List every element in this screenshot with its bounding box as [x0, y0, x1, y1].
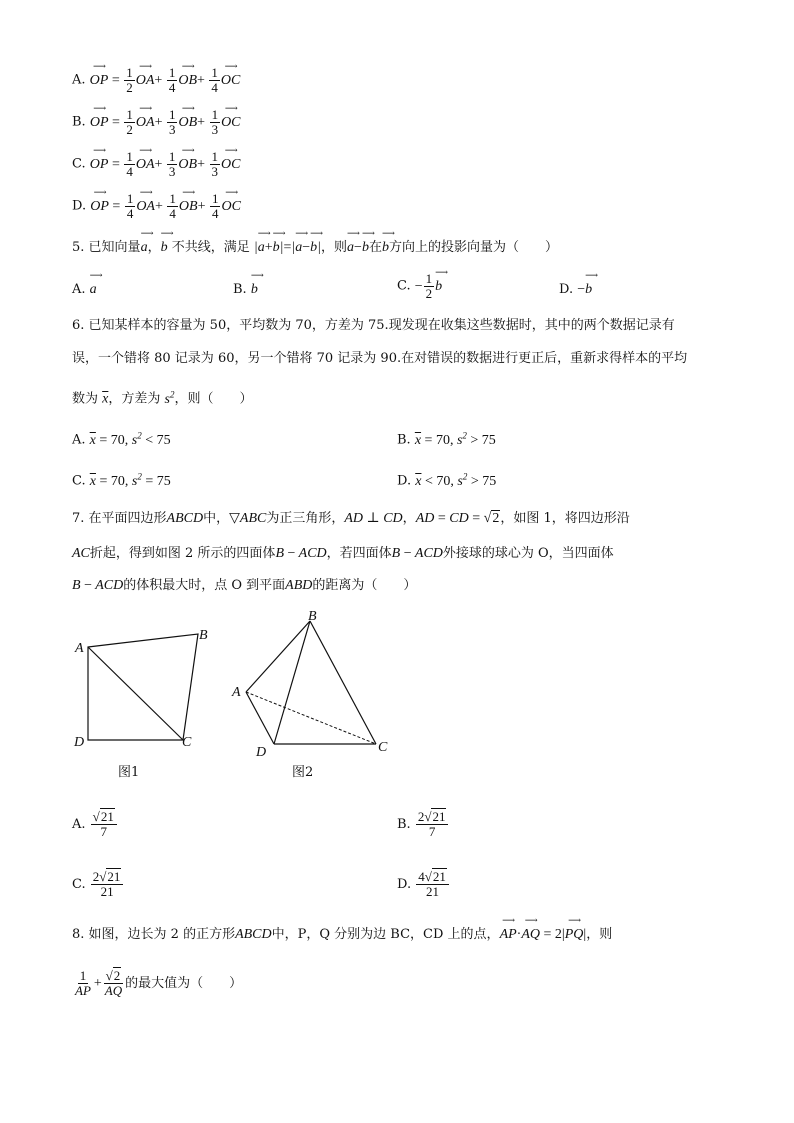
- q4-option-b[interactable]: B. ⟶ OP = $\frac{1}{2}$ ⟶ OA+ $\frac{1}{3}$ ⟶ OB+ $\frac{1}{3}$ ⟶ OC: [72, 108, 241, 137]
- q4-option-d[interactable]: D. ⟶ OP = $\frac{1}{4}$ ⟶ OA+ $\frac{1}{4}$ ⟶ OB+ $\frac{1}{4}$ ⟶ OC: [72, 192, 241, 221]
- fig1-label-d: D: [74, 735, 85, 750]
- q6-option-d[interactable]: D. $\overline{x} < 70$, $s^2 > 75$: [397, 471, 497, 489]
- q6-line-2: 误，一个错将 80 记录为 60，另一个错将 70 记录为 90.在对错误的数据进行更正后，重新求得样本的平均: [72, 351, 688, 366]
- q5-option-d[interactable]: D. −⟶ b: [559, 281, 592, 299]
- q5-option-a[interactable]: A. ⟶ a: [72, 281, 97, 299]
- fig2-label-d: D: [256, 745, 267, 760]
- q4-option-c-formula: ⟶ OP = $\frac{1}{4}$ ⟶ OA+ $\frac{1}{3}$ ⟶ OB+ $\frac{1}{3}$ ⟶ OC: [90, 157, 241, 172]
- q7-line-3: B − ACD的体积最大时，点 O 到平面ABD的距离为（ ）: [72, 578, 417, 593]
- fig2-label-c: C: [378, 740, 388, 755]
- q6-line-1: 6. 已知某样本的容量为 50，平均数为 70，方差为 75.现发现在收集这些数据时，其中的两个数据记录有: [72, 318, 675, 333]
- q7-line-1: 7. 在平面四边形ABCD中，▽ABC为正三角形，AD ⊥ CD，AD = CD = √2，如图 1，将四边形沿: [72, 511, 630, 526]
- q4-option-a[interactable]: A. ⟶ OP = $\frac{1}{2}$ ⟶ OA+ $\frac{1}{4}$ ⟶ OB+ $\frac{1}{4}$ ⟶ OC: [72, 66, 240, 95]
- q6-line-3: 数为 $\overline{x}$，方差为 $s^2$，则（ ）: [72, 389, 253, 407]
- fig2-caption: 图2: [292, 765, 314, 780]
- fig1-label-a: A: [75, 641, 84, 656]
- q7-figure-1: [70, 622, 230, 782]
- q5-option-b[interactable]: B. ⟶ b: [233, 281, 258, 299]
- q5-stem: 5. 已知向量⟶ a，⟶ b 不共线，满足 |⟶ a+⟶ b|=|⟶ a−⟶ b|，则⟶ a−⟶ b在⟶ b方向上的投影向量为（ ）: [72, 239, 558, 257]
- q7-option-d[interactable]: D. $\frac{4√21}{21}$: [397, 868, 450, 902]
- q8-line-1: 8. 如图，边长为 2 的正方形ABCD中，P，Q 分别为边 BC，CD 上的点，⟶ AP·⟶ AQ = 2|⟶ PQ|，则: [72, 926, 612, 944]
- q4-option-c[interactable]: C. ⟶ OP = $\frac{1}{4}$ ⟶ OA+ $\frac{1}{3}$ ⟶ OB+ $\frac{1}{3}$ ⟶ OC: [72, 150, 240, 179]
- fig2-label-a: A: [232, 685, 241, 700]
- q4-option-d-formula: ⟶ OP = $\frac{1}{4}$ ⟶ OA+ $\frac{1}{4}$ ⟶ OB+ $\frac{1}{4}$ ⟶ OC: [90, 199, 241, 214]
- q7-option-c[interactable]: C. $\frac{2√21}{21}$: [72, 868, 124, 902]
- q7-option-a[interactable]: A. $\frac{√21}{7}$: [72, 808, 118, 842]
- fig2-edge-bc: [310, 621, 376, 744]
- q6-option-a[interactable]: A. $\overline{x} = 70$, $s^2 < 75$: [72, 430, 171, 448]
- fig1-caption: 图1: [118, 765, 140, 780]
- q4-option-b-formula: ⟶ OP = $\frac{1}{2}$ ⟶ OA+ $\frac{1}{3}$ ⟶ OB+ $\frac{1}{3}$ ⟶ OC: [90, 115, 241, 130]
- fig1-label-b: B: [199, 628, 208, 643]
- q4-option-a-formula: ⟶ OP = $\frac{1}{2}$ ⟶ OA+ $\frac{1}{4}$ ⟶ OB+ $\frac{1}{4}$ ⟶ OC: [90, 73, 241, 88]
- fig2-edge-ba: [246, 621, 310, 692]
- q7-figure-2: [228, 606, 398, 781]
- fig2-edge-ad: [246, 692, 274, 744]
- q7-option-b[interactable]: B. $\frac{2√21}{7}$: [397, 808, 449, 842]
- q6-option-c[interactable]: C. $\overline{x} = 70$, $s^2 = 75$: [72, 471, 171, 489]
- q7-line-2: AC折起，得到如图 2 所示的四面体B − ACD，若四面体B − ACD外接球的球心为 O，当四面体: [72, 546, 614, 561]
- fig1-quadrilateral: [88, 634, 198, 740]
- q8-line-2: $\frac{1}{AP}$ + $\frac{√2}{AQ}$ 的最大值为（ ）: [75, 968, 243, 999]
- q5-option-c[interactable]: C. − $\frac{1}{2}$ ⟶ b: [397, 272, 442, 301]
- fig1-label-c: C: [182, 735, 192, 750]
- fig1-diagonal-ac: [88, 647, 183, 740]
- fig2-label-b: B: [308, 609, 317, 624]
- q6-option-b[interactable]: B. $\overline{x} = 70$, $s^2 > 75$: [397, 430, 496, 448]
- fig2-edge-ac-hidden: [246, 692, 376, 744]
- fig2-edge-bd: [274, 621, 310, 744]
